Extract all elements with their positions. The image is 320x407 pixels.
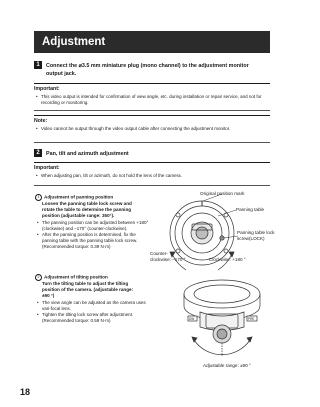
note-top-rule — [34, 115, 270, 116]
panning-heading-line-3: rotate the table to determine the panning — [42, 207, 132, 212]
note-bottom-rule — [34, 142, 270, 143]
step-1 — [34, 61, 274, 78]
label-ccw-line-2: clockwise: –170 ° — [150, 257, 186, 262]
label-ccw-line-1: Counter- — [150, 251, 168, 256]
panning-number: 1 — [35, 194, 42, 201]
important-1-box — [34, 86, 270, 106]
tilt-arrowhead-left — [192, 337, 197, 342]
label-clockwise: Clockwise: +180 ° — [209, 257, 246, 262]
tilt-arrowhead-right — [247, 337, 252, 342]
tilting-torque: (Recommended torque: 0.59 N·m) — [42, 318, 111, 323]
tilting-heading-line-3: position of the camera. (adjustable range: — [42, 287, 134, 292]
lock-screw-leader — [224, 236, 238, 238]
important-2-bottom-rule — [34, 185, 270, 186]
label-dw: DW — [189, 317, 195, 321]
label-pre: PRE — [248, 317, 255, 321]
label-panning-table: Panning table — [236, 207, 265, 212]
camera-lens-inner — [217, 329, 227, 339]
important-1-bullet-1: • This video output is intended for confirmation of view angle, etc. during installation or repair service, and not for recording or monitoring. — [34, 94, 270, 106]
step-2 — [34, 149, 274, 158]
panning-heading-line-4: position (adjustable range: 350°). — [42, 213, 115, 218]
tilting-section — [35, 274, 153, 324]
panning-torque: (Recommended torque: 0.39 N·m) — [42, 244, 111, 249]
important-2-top-rule — [34, 162, 270, 163]
step-1-line-2: output jack. — [46, 71, 77, 77]
page-title: Adjustment — [34, 31, 270, 53]
panning-heading-line-1: Adjustment of panning position — [44, 194, 114, 200]
panning-table-leader — [218, 210, 236, 216]
mount-screw-1 — [176, 213, 180, 217]
panning-section — [35, 194, 153, 250]
camera-top-view — [170, 201, 234, 265]
base-top-ellipse — [184, 280, 260, 308]
important-1-bottom-rule — [34, 110, 270, 111]
base-inner-ellipse — [194, 285, 250, 303]
note-bullet-1: • Video cannot be output through the video output cable after connecting the adjustment monitor. — [34, 126, 270, 132]
label-adjustable-range: Adjustable range: ±90 ° — [203, 363, 251, 368]
mount-screw-4 — [224, 249, 228, 253]
page-number: 18 — [20, 387, 31, 397]
panning-bullet-1: • The panning position can be adjusted between +180° (clockwise) and –170° (counter-clockwise). — [35, 220, 153, 232]
note-box — [34, 118, 270, 132]
panning-bullet-2: • After the panning position is determined, fix the panning table with the panning table lock screw. — [35, 232, 153, 244]
mount-screw-3 — [176, 249, 180, 253]
label-original-position-mark: Original position mark — [200, 191, 245, 196]
label-lock-screw-line-2: screw(LOCK) — [237, 236, 265, 241]
panning-heading-line-2: Loosen the panning table lock screw and — [42, 201, 132, 206]
tilting-bullet-1: • The view angle can be adjusted as the camera uses vari-focal lens. — [35, 300, 153, 312]
step-1-line-1: Connect the ⌀3.5 mm miniature plug (mono channel) to the adjustment monitor — [46, 63, 249, 69]
important-1-heading: Important: — [34, 86, 60, 92]
tilting-diagram — [170, 272, 275, 367]
camera-lens — [196, 227, 208, 239]
step-2-text: Pan, tilt and azimuth adjustment — [46, 151, 129, 157]
important-2-box — [34, 165, 270, 179]
panning-heading — [35, 194, 153, 201]
tilting-heading — [35, 274, 153, 281]
label-lock-screw-line-1: Panning table lock — [237, 230, 275, 235]
tilting-heading-line-4: ±90 °) — [42, 293, 55, 298]
important-1-top-rule — [34, 83, 270, 84]
tilting-bullet-2: • Tighten the tilting lock screw after adjustment. — [35, 312, 153, 318]
step-1-number: 1 — [34, 61, 42, 69]
step-2-number: 2 — [34, 149, 42, 157]
important-2-bullet-1: • When adjusting pan, tilt or azimuth, do not hold the lens of the camera. — [34, 173, 270, 179]
tilting-heading-line-2: Turn the tilting table to adjust the tilting — [42, 281, 129, 286]
tilting-heading-line-1: Adjustment of tilting position — [44, 274, 108, 280]
tilting-number: 2 — [35, 274, 42, 281]
note-heading: Note: — [34, 118, 48, 124]
important-2-heading: Important: — [34, 165, 60, 171]
panning-lock-screw — [220, 236, 224, 240]
